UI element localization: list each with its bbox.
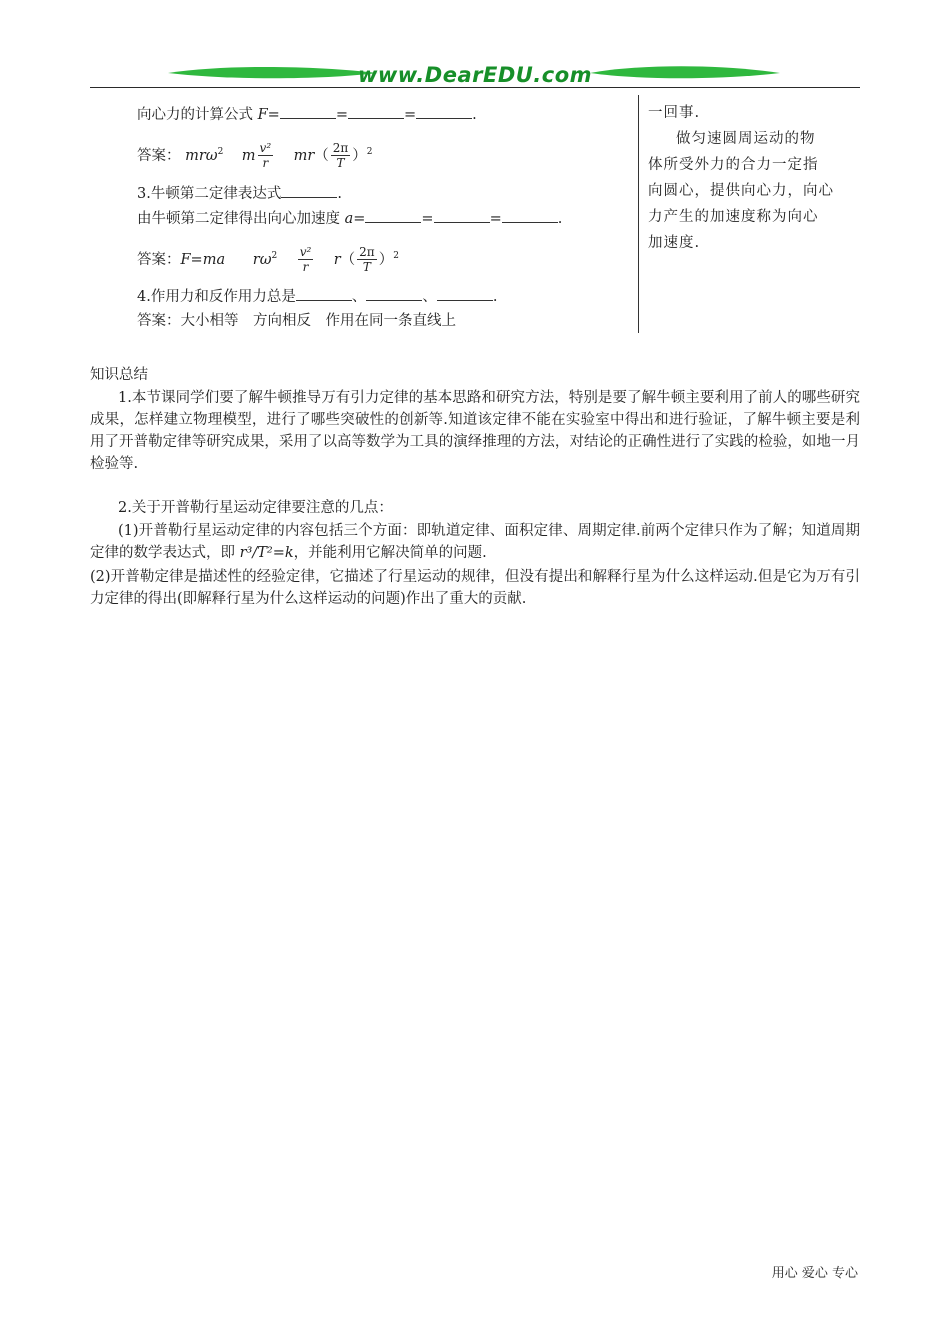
exponent: 2 (271, 251, 278, 261)
fill-blank[interactable] (366, 286, 422, 301)
fill-blank[interactable] (502, 208, 558, 223)
summary-paragraph-4: (2)开普勒定律是描述性的经验定律，它描述了行星运动的规律，但没有提出和解释行星为什么这样运动.但是它为万有引力定律的得出(即解释行星为什么这样运动的问题)作出了重大的贡献. (90, 569, 860, 607)
side-note-line-4: 向圆心，提供向心力，向心 (648, 183, 834, 199)
paren-left: （ (340, 251, 356, 268)
side-note-line-2: 做匀速圆周运动的物 (676, 131, 816, 147)
question-newton-second-law (137, 183, 342, 204)
eq-sign: = (353, 211, 366, 227)
summary-paragraph-1: 1.本节课同学们要了解牛顿推导万有引力定律的基本思路和研究方法，特别是要了解牛顿主要利用了前人的哪些研究成果，怎样建立物理模型，进行了哪些突破性的创新等.知道该定律不能在实验室中得出和进行验证，了解牛顿主要是利用了开普勒定律等研究成果，采用了以高等数学为工具的演绎推理的方法，对结论的正确性进行了实践的检验，如地一月检验等. (90, 390, 860, 472)
q3b-text: 由牛顿第二定律得出向心加速度 (137, 211, 345, 227)
fraction-2pi-over-T (331, 141, 351, 170)
eq-sign: = (267, 107, 280, 123)
period: . (492, 289, 498, 305)
side-note-line-1: 一回事. (648, 105, 701, 121)
p3-text-a: (1)开普勒行星运动定律的内容包括三个方面：即轨道定律、面积定律、周期定律.前两个定律只作为了解；知道周期定律的数学表达式，即 (90, 523, 860, 561)
eq-sign: = (489, 211, 502, 227)
side-note-line-5: 力产生的加速度称为向心 (648, 209, 819, 225)
fill-blank[interactable] (281, 183, 337, 198)
paren-right: ） (378, 251, 394, 268)
summary-paragraph-2: 2.关于开普勒行星运动定律要注意的几点： (118, 500, 393, 516)
fill-blank[interactable] (437, 286, 493, 301)
p3-text-b: ，并能利用它解决简单的问题. (293, 545, 487, 561)
side-note-line-6: 加速度. (648, 235, 701, 251)
paren-left: （ (314, 147, 329, 164)
column-divider (638, 95, 639, 333)
answer-action-reaction: 答案：大小相等 方向相反 作用在同一条直线上 (137, 313, 456, 329)
question-centripetal-acceleration (137, 208, 562, 229)
q1-var: F (257, 107, 268, 123)
answer-label: 答案： (137, 251, 181, 268)
fraction-denominator: T (336, 156, 345, 171)
q4-text: 4.作用力和反作用力总是 (137, 289, 296, 305)
summary-paragraph-3 (90, 520, 860, 564)
formula-m: m (241, 147, 256, 164)
fraction-numerator: 2π (359, 245, 375, 260)
exponent: 2 (217, 147, 224, 157)
side-note-line-3: 体所受外力的合力一定指 (648, 157, 819, 173)
kepler-formula: r³/T²=k (239, 545, 294, 561)
question-action-reaction (137, 286, 497, 307)
formula-mr: mr (293, 147, 315, 164)
page-footer: 用心 爱心 专心 (771, 1266, 858, 1281)
question-centripetal-force (137, 104, 477, 125)
formula-f-ma: F=ma (180, 251, 226, 268)
fraction-denominator: r (262, 156, 269, 171)
fill-blank[interactable] (296, 286, 352, 301)
site-logo: www.DearEDU.com (357, 63, 593, 87)
period: . (557, 211, 563, 227)
fill-blank[interactable] (416, 104, 472, 119)
exponent: 2 (393, 251, 399, 261)
q3-text: 3.牛顿第二定律表达式 (137, 186, 282, 202)
fraction-denominator: r (302, 260, 309, 275)
fraction-numerator: v² (259, 141, 272, 156)
fraction-2pi-over-T (357, 245, 377, 274)
fraction-numerator: 2π (332, 141, 349, 156)
formula-mr-omega: mrω (185, 147, 218, 164)
period: . (472, 107, 477, 123)
formula-r-omega: rω (252, 251, 272, 268)
q1-text: 向心力的计算公式 (137, 107, 258, 123)
eq-sign: = (403, 107, 417, 123)
separator: 、 (351, 289, 367, 305)
period: . (337, 186, 342, 202)
fill-blank[interactable] (348, 104, 404, 119)
eq-sign: = (335, 107, 348, 123)
separator: 、 (422, 289, 437, 305)
q3b-var: a (344, 211, 354, 227)
eq-sign: = (421, 211, 434, 227)
fill-blank[interactable] (365, 208, 421, 223)
fill-blank[interactable] (280, 104, 336, 119)
fraction-v2-over-r (298, 245, 314, 274)
answer-acceleration (137, 240, 399, 276)
summary-title: 知识总结 (90, 367, 148, 383)
fraction-denominator: T (362, 260, 371, 275)
answer-label: 答案： (137, 147, 181, 164)
paren-right: ） (352, 147, 367, 164)
fraction-v2-over-r (258, 141, 274, 170)
answer-centripetal-force (137, 136, 373, 172)
formula-r: r (333, 251, 341, 268)
fill-blank[interactable] (434, 208, 490, 223)
exponent: 2 (366, 147, 373, 157)
fraction-numerator: v² (299, 245, 312, 260)
